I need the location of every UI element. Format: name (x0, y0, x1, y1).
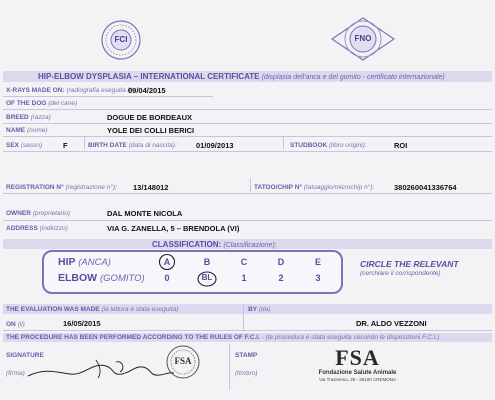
studbook-label: STUDBOOK (libro origini): (290, 142, 367, 149)
fsa-logo: FSA (335, 345, 380, 370)
signature-label: SIGNATURE (6, 352, 44, 359)
small-fsa-stamp-text: FSA (174, 356, 192, 366)
firma-label: (firma) (6, 370, 25, 377)
elbow-label: ELBOW (GOMITO) (58, 272, 145, 284)
fno-logo (331, 17, 395, 61)
procedure-text: THE PROCEDURE HAS BEEN PERFORMED ACCORDING TO THE RULES OF F.C.I. - (la procedura è stata eseguita secondo le disposizioni F.C.I.) (6, 334, 440, 341)
vet-name: DR. ALDO VEZZONI (356, 319, 427, 328)
tattoo-value: 380260041336764 (394, 183, 457, 192)
studbook-value: ROI (394, 141, 408, 150)
address-value: VIA G. ZANELLA, 5 – BRENDOLA (VI) (107, 224, 240, 233)
stamp-label: STAMP (235, 352, 258, 359)
fci-logo-text: FCI (114, 35, 128, 44)
hip-label: HIP (ANCA) (58, 256, 111, 268)
hip-grade-e: E (314, 257, 321, 267)
circle-subtitle: (cerchiare il corrispondente) (360, 270, 441, 277)
registration-value: 13/148012 (133, 183, 169, 192)
owner-value: DAL MONTE NICOLA (107, 209, 183, 218)
elbow-grade-0: 0 (164, 273, 170, 283)
birth-label: BIRTH DATE (data di nascita): (88, 142, 177, 149)
fsa-org-name: Fondazione Salute Animale (318, 370, 397, 376)
fsa-org-stamp (290, 347, 425, 395)
breed-label: BREED (razza) (6, 114, 51, 121)
elbow-grade-2: 2 (278, 273, 284, 283)
hip-grade-a: A (163, 257, 171, 267)
hip-grade-b: B (203, 257, 211, 267)
fci-logo (101, 20, 141, 60)
tattoo-label: TATOO/CHIP N° (tatuaggio/microchip n°): (254, 184, 375, 191)
selection-circles (150, 250, 230, 290)
xray-label: X-RAYS MADE ON: (radiografia eseguita il): (6, 87, 135, 94)
fno-logo-text: FNO (354, 34, 372, 43)
hip-selection-circle (160, 255, 175, 270)
by-label: BY (da) (248, 306, 271, 313)
elbow-grade-1: 1 (241, 273, 247, 283)
name-value: YOLE DEI COLLI BERICI (107, 126, 195, 135)
classification-title: CLASSIFICATION: (Classificazione): (152, 240, 277, 249)
handwritten-signature (26, 354, 176, 382)
fsa-org-address: Via Trasimeno, 25 - 26100 CREMONA (319, 377, 396, 382)
circle-title: CIRCLE THE RELEVANT (360, 259, 459, 269)
owner-label: OWNER (proprietario) (6, 210, 70, 217)
dog-label: OF THE DOG (del cane) (6, 100, 78, 107)
on-label: ON (il) (6, 321, 25, 328)
certificate-title: HIP-ELBOW DYSPLASIA – INTERNATIONAL CERTIFICATE (displasia dell'anca e del gomito - certificato internazionale) (38, 72, 445, 81)
timbro-label: (timbro) (235, 370, 258, 377)
sex-label: SEX (sesso) (6, 142, 43, 149)
breed-value: DOGUE DE BORDEAUX (107, 113, 193, 122)
circle-instruction (360, 259, 459, 277)
xray-date: 09/04/2015 (128, 86, 166, 95)
evaluation-date: 16/05/2015 (63, 319, 101, 328)
hip-grade-c: C (240, 257, 248, 267)
elbow-grade-bl: BL (201, 273, 213, 282)
name-label: NAME (nome) (6, 127, 48, 134)
elbow-grade-3: 3 (315, 273, 321, 283)
elbow-selection-circle (198, 272, 216, 286)
evaluation-label: THE EVALUATION WAS MADE (la lettura è stata eseguita) (6, 306, 179, 313)
sex-value: F (63, 141, 68, 150)
small-fsa-stamp (166, 345, 200, 379)
address-label: ADDRESS (indirizzo) (6, 225, 68, 232)
registration-label: REGISTRATION N° (registrazione n°): (6, 184, 117, 191)
hip-grade-d: D (277, 257, 285, 267)
birth-value: 01/09/2013 (196, 141, 234, 150)
